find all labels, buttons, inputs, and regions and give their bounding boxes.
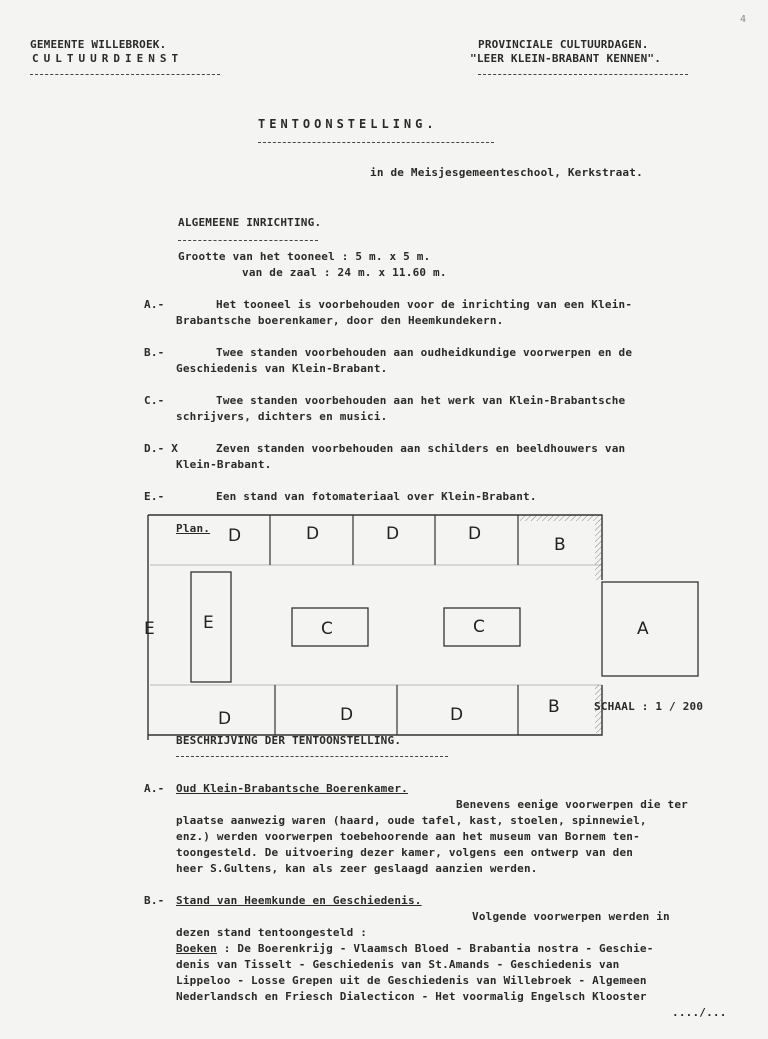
item-b-line2: Geschiedenis van Klein-Brabant. — [176, 362, 388, 375]
header-left-line1: GEMEENTE WILLEBROEK. — [30, 38, 167, 51]
item-a-line1: Het tooneel is voorbehouden voor de inrichting van een Klein- — [216, 298, 633, 311]
size-hall: van de zaal : 24 m. x 11.60 m. — [242, 266, 447, 279]
header-right-rule — [478, 74, 688, 75]
desc-a-line4: toongesteld. De uitvoering dezer kamer, volgens een ontwerp van den — [176, 846, 634, 859]
item-c-letter: C.- — [144, 394, 165, 407]
continued-mark: ..../... — [672, 1006, 727, 1019]
stand-d1-label: D — [228, 526, 242, 546]
item-c-line2: schrijvers, dichters en musici. — [176, 410, 388, 423]
item-d-letter: D.- X — [144, 442, 179, 455]
desc-b-line1 — [176, 942, 654, 955]
hatched-wall-top — [520, 515, 602, 521]
item-b-letter: B.- — [144, 346, 165, 359]
stand-b1-label: B — [554, 535, 566, 555]
hatched-wall-upper-right — [595, 520, 602, 580]
desc-a-line5: heer S.Gultens, kan als zeer geslaagd aanzien werden. — [176, 862, 538, 875]
description-heading-rule — [176, 756, 448, 757]
desc-b-intro1: Volgende voorwerpen werden in — [472, 910, 670, 923]
stand-b2-label: B — [548, 697, 560, 717]
document-title: TENTOONSTELLING. — [258, 117, 438, 131]
general-heading: ALGEMEENE INRICHTING. — [178, 216, 322, 229]
item-e-line1: Een stand van fotomateriaal over Klein-Brabant. — [216, 490, 537, 503]
desc-b-line3: Lippeloo - Losse Grepen uit de Geschiedenis van Willebroek - Algemeen — [176, 974, 647, 987]
stand-d3-label: D — [386, 524, 400, 544]
floor-plan — [140, 510, 740, 755]
stand-d6-label: D — [340, 705, 354, 725]
desc-b-line2: denis van Tisselt - Geschiedenis van St.Amands - Geschiedenis van — [176, 958, 620, 971]
header-left-rule — [30, 74, 220, 75]
item-b-line1: Twee standen voorbehouden aan oudheidkundige voorwerpen en de — [216, 346, 633, 359]
floor-plan-drawing — [140, 510, 740, 755]
desc-b-line4: Nederlandsch en Friesch Dialecticon - Het voormalig Engelsch Klooster — [176, 990, 647, 1003]
header-right-line2: "LEER KLEIN-BRABANT KENNEN". — [470, 52, 662, 65]
general-heading-rule — [178, 240, 318, 241]
hall-outline-bottom — [148, 685, 602, 735]
desc-a-letter: A.- — [144, 782, 165, 795]
item-e-letter: E.- — [144, 490, 165, 503]
item-d-line2: Klein-Brabant. — [176, 458, 272, 471]
desc-a-line1: Benevens eenige voorwerpen die ter — [456, 798, 688, 811]
item-a-line2: Brabantsche boerenkamer, door den Heemkundekern. — [176, 314, 504, 327]
plan-scale: SCHAAL : 1 / 200 — [594, 700, 704, 713]
hall-outline-top — [148, 515, 602, 580]
header-right-line1: PROVINCIALE CULTUURDAGEN. — [478, 38, 649, 51]
stand-c2-label: C — [473, 617, 485, 637]
title-rule — [258, 142, 494, 143]
header-left-line2: CULTUURDIENST — [32, 52, 184, 65]
stand-c1-label: C — [321, 619, 333, 639]
item-c-line1: Twee standen voorbehouden aan het werk van Klein-Brabantsche — [216, 394, 626, 407]
location-line: in de Meisjesgemeenteschool, Kerkstraat. — [370, 166, 643, 179]
desc-a-title: Oud Klein-Brabantsche Boerenkamer. — [176, 782, 408, 795]
plan-label: Plan. — [176, 522, 211, 535]
stand-e-label: E — [203, 613, 214, 633]
desc-b-intro2: dezen stand tentoongesteld : — [176, 926, 368, 939]
desc-a-line2: plaatse aanwezig waren (haard, oude tafel, kast, stoelen, spinnewiel, — [176, 814, 647, 827]
hall-e-label: E — [144, 619, 155, 639]
stand-d5-label: D — [218, 709, 232, 729]
stand-d7-label: D — [450, 705, 464, 725]
desc-b-title: Stand van Heemkunde en Geschiedenis. — [176, 894, 422, 907]
corner-mark: 4 — [740, 14, 747, 25]
size-stage: Grootte van het tooneel : 5 m. x 5 m. — [178, 250, 431, 263]
item-d-line1: Zeven standen voorbehouden aan schilders en beeldhouwers van — [216, 442, 626, 455]
books-label: Boeken — [176, 942, 217, 955]
desc-a-line3: enz.) werden voorwerpen toebehoorende aan het museum van Bornem ten- — [176, 830, 640, 843]
item-a-letter: A.- — [144, 298, 165, 311]
desc-b-letter: B.- — [144, 894, 165, 907]
stage-a-label: A — [637, 619, 649, 639]
stand-d2-label: D — [306, 524, 320, 544]
stage-a-box — [602, 582, 698, 676]
description-heading: BESCHRIJVING DER TENTOONSTELLING. — [176, 734, 402, 747]
stand-d4-label: D — [468, 524, 482, 544]
desc-b-line1-text: : De Boerenkrijg - Vlaamsch Bloed - Brabantia nostra - Geschie- — [216, 942, 654, 955]
